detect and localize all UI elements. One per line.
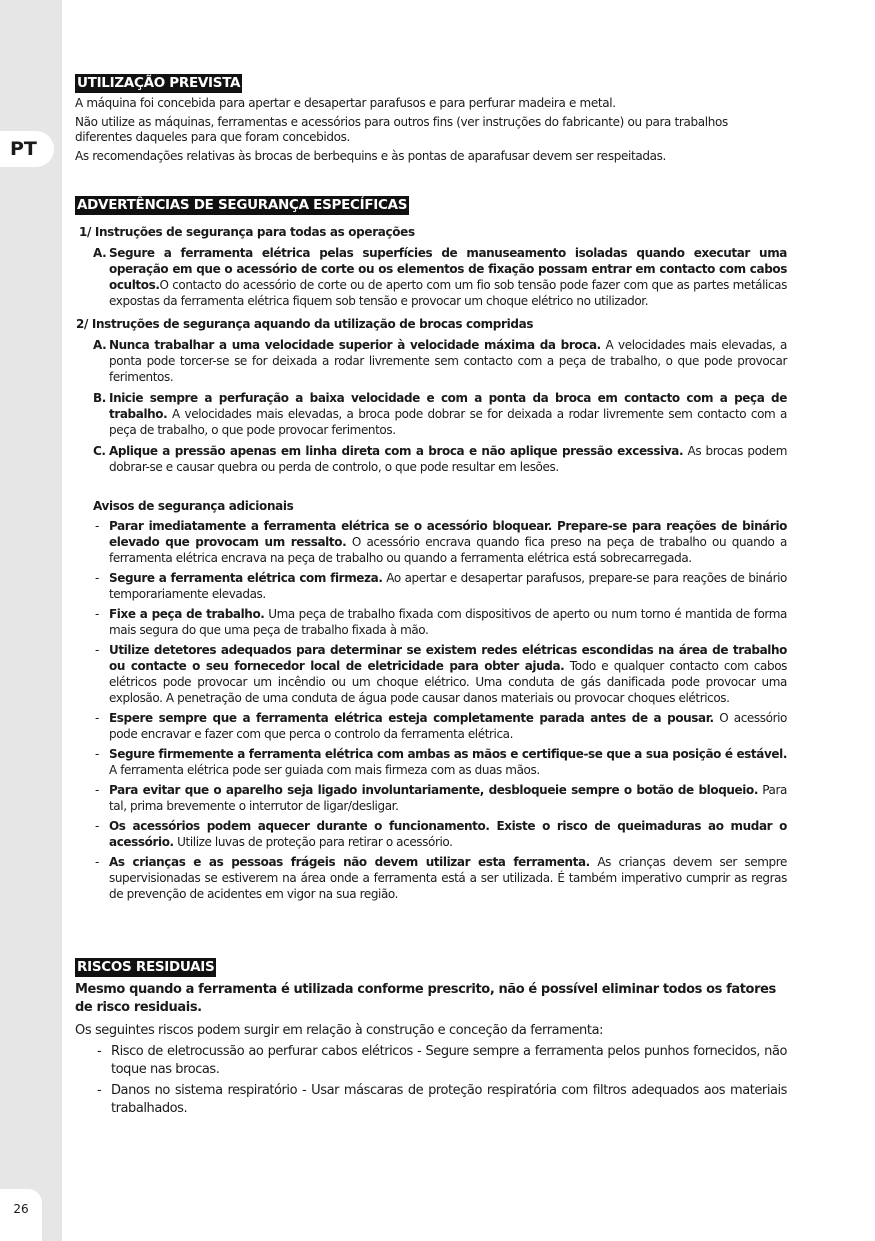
item-bold: Inicie sempre a perfuração a baixa velocidade e com a ponta da broca em contacto com a peça de trabalho.: [109, 391, 787, 422]
dash-marker: -: [95, 747, 99, 762]
list-item: [75, 854, 787, 902]
item-bold: Segure a ferramenta elétrica com firmeza.: [109, 571, 383, 586]
list-item: [75, 390, 787, 438]
dash-marker: -: [95, 643, 99, 658]
item-text: O acessório encrava quando fica preso na peça de trabalho ou quando a ferramenta elétrica encrava na peça de trabalho ou quando a ferramenta elétrica está sobrecarregada.: [109, 535, 787, 566]
list-item: [75, 746, 787, 778]
list-marker: A.: [93, 338, 107, 353]
item-bold: As crianças e as pessoas frágeis não devem utilizar esta ferramenta.: [109, 855, 590, 870]
dash-marker: -: [95, 519, 99, 534]
paragraph: As recomendações relativas às brocas de berbequins e às pontas de aparafusar devem ser respeitadas.: [75, 148, 667, 163]
list-item: [75, 337, 787, 385]
page-number: 26: [0, 1189, 42, 1241]
page-sidebar: [0, 0, 62, 1241]
paragraph: A máquina foi concebida para apertar e desapertar parafusos e para perfurar madeira e metal.: [75, 96, 616, 110]
item-text: O acessório pode encravar e fazer com que perca o controlo da ferramenta elétrica.: [109, 711, 787, 742]
section-heading: ADVERTÊNCIAS DE SEGURANÇA ESPECÍFICAS: [77, 197, 408, 214]
item-bold: Utilize detetores adequados para determinar se existem redes elétricas escondidas na área de trabalho ou contacte o seu fornecedor local de eletricidade para obter ajuda.: [109, 643, 787, 674]
item-bold: Espere sempre que a ferramenta elétrica esteja completamente parada antes de a pousar.: [109, 711, 714, 726]
dash-marker: -: [95, 855, 99, 870]
item-text: A velocidades mais elevadas, a ponta pode torcer-se se for deixada a rodar livremente sem contacto com a peça de trabalho, o que pode provocar ferimentos.: [109, 338, 787, 385]
list-item: [75, 443, 787, 475]
list-item: [75, 518, 787, 566]
list-item: [75, 642, 787, 706]
dash-marker: -: [95, 711, 99, 726]
item-text: A velocidades mais elevadas, a broca pode dobrar se for deixada a rodar livremente sem contacto com a peça de trabalho, o que pode provocar ferimentos.: [109, 407, 787, 438]
item-bold: Aplique a pressão apenas em linha direta com a broca e não aplique pressão excessiva.: [109, 444, 684, 459]
dash-marker: -: [97, 1044, 102, 1060]
item-bold: Os acessórios podem aquecer durante o funcionamento. Existe o risco de queimaduras ao mudar o acessório.: [109, 819, 787, 850]
document-body: [75, 72, 787, 1118]
list-item: [75, 1043, 787, 1079]
section-heading: RISCOS RESIDUAIS: [77, 959, 215, 976]
dash-marker: -: [95, 819, 99, 834]
subsection-title: 2/ Instruções de segurança aquando da utilização de brocas compridas: [76, 317, 534, 332]
dash-marker: -: [95, 571, 99, 586]
item-text: Utilize luvas de proteção para retirar o acessório.: [173, 835, 453, 850]
dash-marker: -: [95, 783, 99, 798]
subsection-title: Avisos de segurança adicionais: [93, 499, 294, 514]
list-item: [75, 710, 787, 742]
item-text: Uma peça de trabalho fixada com dispositivos de aperto ou num torno é mantida de forma mais segura do que uma peça de trabalho fixada à mão.: [109, 607, 787, 638]
list-item: [75, 1082, 787, 1118]
section-heading: UTILIZAÇÃO PREVISTA: [77, 75, 241, 91]
list-marker: C.: [93, 444, 106, 459]
item-text: Para tal, prima brevemente o interrutor de ligar/desligar.: [109, 783, 788, 814]
item-text: Ao apertar e desapertar parafusos, prepare-se para reações de binário temporariamente elevadas.: [109, 571, 788, 602]
item-bold: Fixe a peça de trabalho.: [109, 607, 265, 622]
item-text: O contacto do acessório de corte ou de aperto com um fio sob tensão pode fazer com que as partes metálicas expostas da ferramenta elétrica fiquem sob tensão e provocar um choque elétrico no utilizador.: [109, 278, 787, 309]
subsection-title: 1/ Instruções de segurança para todas as operações: [79, 225, 415, 240]
dash-marker: -: [95, 607, 99, 622]
item-bold: Parar imediatamente a ferramenta elétrica se o acessório bloquear. Prepare-se para reações de binário elevado que provocam um ressalto.: [109, 519, 787, 550]
item-bold: Nunca trabalhar a uma velocidade superior à velocidade máxima da broca.: [109, 338, 601, 353]
item-text: Todo e qualquer contacto com cabos elétricos pode provocar um incêndio ou um choque elétrico. Uma conduta de gás danificada pode provocar uma explosão. A penetração de uma conduta de água pode causar danos materiais ou provocar choques elétricos.: [109, 659, 787, 706]
item-text: A ferramenta elétrica pode ser guiada com mais firmeza com as duas mãos.: [109, 763, 540, 778]
item-text: Danos no sistema respiratório - Usar máscaras de proteção respiratória com filtros adequados aos materiais trabalhados.: [111, 1083, 787, 1117]
language-tab: PT: [0, 131, 54, 167]
list-marker: A.: [93, 246, 107, 261]
bold-lead-paragraph: Mesmo quando a ferramenta é utilizada conforme prescrito, não é possível eliminar todos os fatores de risco residuais.: [75, 982, 776, 1016]
section-intended-use: [75, 72, 787, 164]
section-residual-risks: [75, 956, 787, 1118]
list-item: [75, 782, 787, 814]
paragraph: Os seguintes riscos podem surgir em relação à construção e conceção da ferramenta:: [75, 1023, 604, 1039]
dash-marker: -: [97, 1083, 102, 1099]
item-bold: Segure a ferramenta elétrica pelas superfícies de manuseamento isoladas quando executar uma operação em que o acessório de corte ou os elementos de fixação possam entrar em contacto com cabos ocultos.: [109, 246, 787, 293]
list-item: [75, 570, 787, 602]
item-bold: Para evitar que o aparelho seja ligado involuntariamente, desbloqueie sempre o botão de bloqueio.: [109, 783, 758, 798]
section-safety-warnings: [75, 194, 787, 902]
list-item: [75, 606, 787, 638]
item-bold: Segure firmemente a ferramenta elétrica com ambas as mãos e certifique-se que a sua posição é estável.: [109, 747, 787, 762]
list-marker: B.: [93, 391, 106, 406]
item-text: As brocas podem dobrar-se e causar quebra ou perda de controlo, o que pode resultar em lesões.: [109, 444, 787, 475]
item-text: As crianças devem ser sempre supervisionadas se estiverem na área onde a ferramenta está a ser utilizada. É também imperativo cumprir as regras de prevenção de acidentes em vigor na sua região.: [109, 855, 787, 902]
list-item: [75, 245, 787, 309]
item-text: Risco de eletrocussão ao perfurar cabos elétricos - Segure sempre a ferramenta pelos punhos fornecidos, não toque nas brocas.: [111, 1044, 787, 1078]
paragraph: Não utilize as máquinas, ferramentas e acessórios para outros fins (ver instruções do fabricante) ou para trabalhos diferentes daqueles para que foram concebidos.: [75, 114, 728, 145]
list-item: [75, 818, 787, 850]
